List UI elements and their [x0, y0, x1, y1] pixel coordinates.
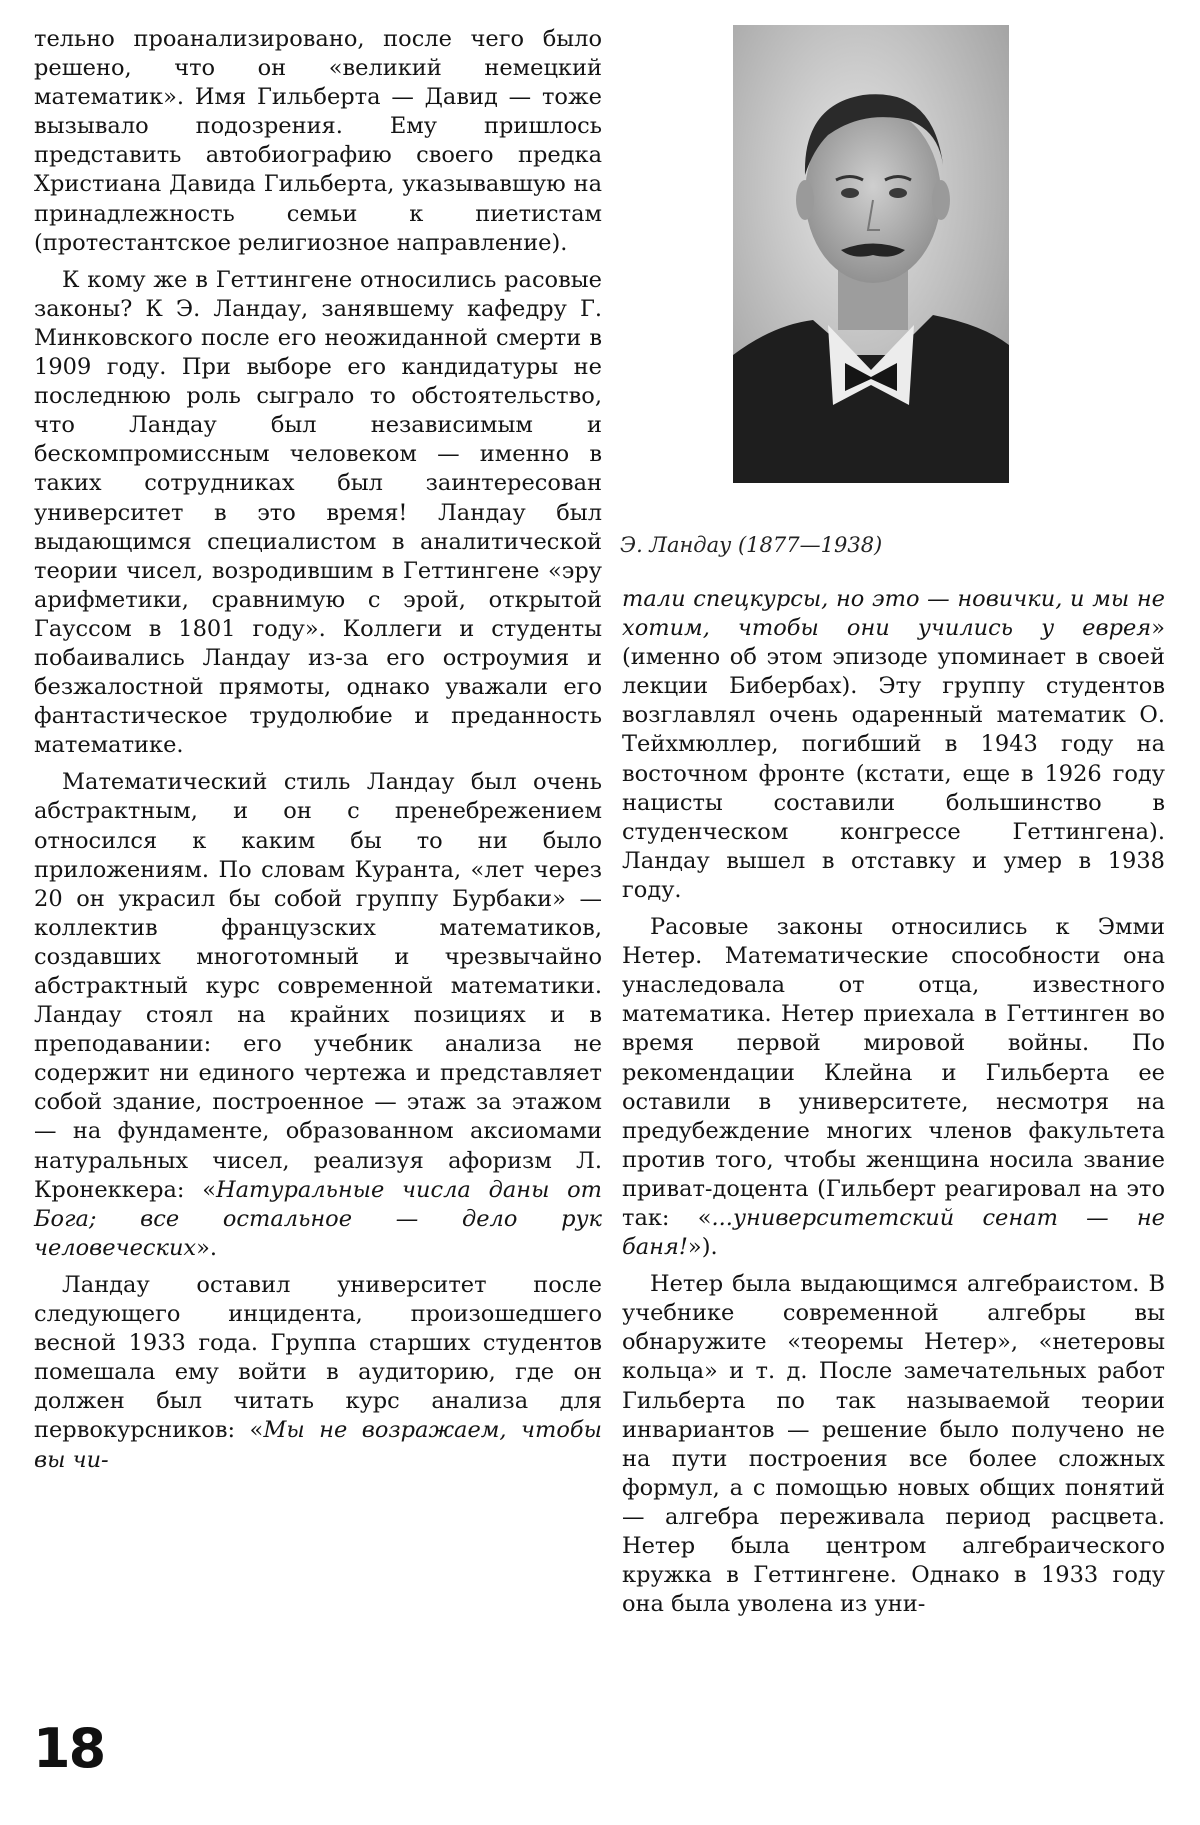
- left-paragraph-4: [34, 1271, 602, 1475]
- hilbert-quote: ...университетский сенат — не баня!: [622, 1204, 1165, 1261]
- page-number: 18: [33, 1717, 105, 1780]
- portrait-photo: [733, 25, 1009, 483]
- left-paragraph-3-text: Математический стиль Ландау был очень абстрактным, и он с пренебрежением относился к каким бы то ни было приложениям. По словам Куранта, «лет через 20 он украсил бы собой группу Бурбаки» — коллектив французских математиков, создавших многотомный и чрезвычайно абстрактный курс современной математики. Ландау стоял на крайних позициях и в преподавании: его учебник анализа не содержит ни единого чертежа и представляет собой здание, построенное — этаж за этажом — на фундаменте, образованном аксиомами натуральных чисел, реализуя афоризм Л. Кронеккера: «: [34, 769, 602, 1203]
- right-column: [622, 585, 1165, 1619]
- students-quote-start: Мы не возражаем, чтобы вы чи-: [34, 1417, 602, 1473]
- right-paragraph-2: [622, 913, 1165, 1262]
- kronecker-quote: Натуральные числа даны от Бога; все остальное — дело рук человеческих: [34, 1176, 603, 1261]
- right-paragraph-3: Нетер была выдающимся алгебраистом. В учебнике современной алгебры вы обнаружите «теоремы Нетер», «нетеровы кольца» и т. д. После замечательных работ Гильберта по так называемой теории инвариантов — решение было получено не на пути построения все более сложных формул, а с помощью новых общих понятий — алгебра переживала период расцвета. Нетер была центром алгебраического кружка в Геттингене. Однако в 1933 году она была уволена из уни-: [622, 1271, 1165, 1618]
- left-paragraph-4-text: Ландау оставил университет после следующего инцидента, произошедшего весной 1933 года. Группа старших студентов помешала ему войти в аудиторию, где он должен был читать курс анализа для первокурсников: «: [34, 1271, 602, 1444]
- right-paragraph-2-text: Расовые законы относились к Эмми Нетер. Математические способности она унаследовала от отца, известного математика. Нетер приехала в Геттинген во время первой мировой войны. По рекомендации Клейна и Гильберта ее оставили в университете, несмотря на предубеждение многих членов факультета против того, чтобы женщина носила звание приват-доцента (Гильберт реагировал на это так: «: [622, 914, 1165, 1231]
- left-paragraph-3: [34, 768, 602, 1263]
- right-paragraph-2-end: »).: [687, 1234, 718, 1261]
- photo-caption: Э. Ландау (1877—1938): [620, 533, 883, 557]
- left-paragraph-3-end: ».: [196, 1234, 218, 1261]
- right-paragraph-1-text: » (именно об этом эпизоде упоминает в своей лекции Бибербах). Эту группу студентов возглавлял очень одаренный математик О. Тейхмюллер, погибший в 1943 году на восточном фронте (кстати, еще в 1926 году нацисты составили большинство в студенческом конгрессе Геттингена). Ландау вышел в отставку и умер в 1938 году.: [622, 615, 1165, 903]
- left-paragraph-2: К кому же в Геттингене относились расовые законы? К Э. Ландау, занявшему кафедру Г. Минковского после его неожиданной смерти в 1909 году. При выборе его кандидатуры не последнюю роль сыграло то обстоятельство, что Ландау был независимым и бескомпромиссным человеком — именно в таких сотрудниках был заинтересован университет в это время! Ландау был выдающимся специалистом в аналитической теории чисел, возродившим в Геттингене «эру арифметики, сравнимую с эрой, открытой Гауссом в 1801 году». Коллеги и студенты побаивались Ландау из-за его остроумия и безжалостной прямоты, однако уважали его фантастическое трудолюбие и преданность математике.: [34, 266, 602, 759]
- right-paragraph-1: [622, 585, 1165, 905]
- portrait-image: [733, 25, 1009, 483]
- students-quote-end: тали спецкурсы, но это — новички, и мы не хотим, чтобы они учились у еврея: [622, 586, 1165, 642]
- left-paragraph-1: тельно проанализировано, после чего было решено, что он «великий немецкий математик». Имя Гильберта — Давид — тоже вызывало подозрения. Ему пришлось представить автобиографию своего предка Христиана Давида Гильберта, указывавшую на принадлежность семьи к пиетистам (протестантское религиозное направление).: [34, 26, 602, 256]
- left-column: [34, 25, 602, 1475]
